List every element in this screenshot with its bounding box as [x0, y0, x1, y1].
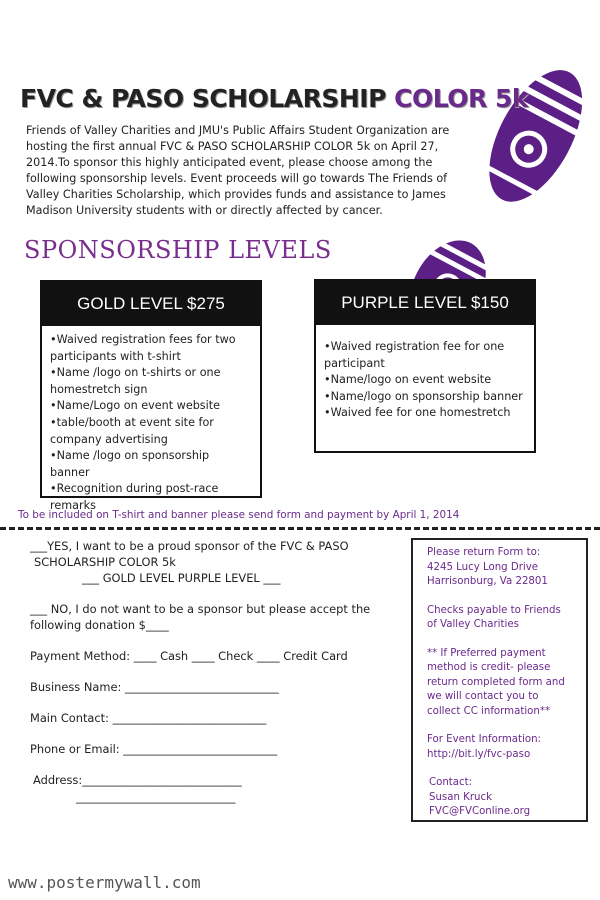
list-item: •Name/logo on event website — [324, 373, 492, 387]
phone-email-field[interactable]: Phone or Email: ___________________________ — [30, 742, 278, 756]
event-link[interactable]: http://bit.ly/fvc-paso — [427, 748, 531, 760]
watermark: www.postermywall.com — [8, 873, 201, 892]
gold-benefits-list — [42, 326, 260, 521]
address-field[interactable]: Address:____________________________ — [33, 773, 242, 787]
page-title — [20, 84, 528, 113]
address-field-line-2[interactable]: ____________________________ — [76, 790, 236, 804]
list-item: •Waived registration fee for one participant — [324, 340, 505, 370]
checks-payable-note: Checks payable to Friends of Valley Charities — [427, 604, 561, 630]
list-item: •Recognition during post-race remarks — [50, 482, 219, 512]
cut-line — [0, 527, 600, 530]
gold-level-title: GOLD LEVEL $275 — [42, 282, 260, 326]
sponsorship-heading: SPONSORSHIP LEVELS — [24, 236, 332, 264]
contact-info: Contact: Susan Kruck FVC@FVConline.org — [429, 777, 531, 817]
purple-benefits-list — [316, 325, 534, 428]
deadline-note: To be included on T-shirt and banner please send form and payment by April 1, 2014 — [18, 509, 460, 521]
purple-level-title: PURPLE LEVEL $150 — [316, 281, 534, 325]
business-name-field[interactable]: Business Name: ___________________________ — [30, 680, 279, 694]
main-contact-field[interactable]: Main Contact: ___________________________ — [30, 711, 267, 725]
no-option-line[interactable]: ___ NO, I do not want to be a sponsor but please accept the — [30, 602, 371, 616]
list-item: •Waived fee for one homestretch — [324, 406, 511, 420]
list-item: •Name/Logo on event website — [50, 399, 221, 413]
return-address: Please return Form to: 4245 Lucy Long Drive Harrisonburg, Va 22801 — [427, 547, 548, 587]
shoe-print-icon — [470, 55, 595, 230]
list-item: •Waived registration fees for two participants with t-shirt — [50, 333, 236, 363]
level-choice-line[interactable]: ___ GOLD LEVEL PURPLE LEVEL ___ — [82, 571, 281, 585]
event-info: For Event Information: http://bit.ly/fvc-paso — [427, 734, 541, 760]
credit-payment-note: ** If Preferred payment method is credit- please return completed form and we will contact you to collect CC information** — [427, 647, 565, 717]
list-item: •Name/logo on sponsorship banner — [324, 389, 523, 403]
list-item: •table/booth at event site for company advertising — [50, 415, 214, 446]
title-accent: COLOR 5k — [394, 84, 529, 113]
yes-option-line-2: SCHOLARSHIP COLOR 5k — [34, 555, 176, 569]
list-item: •Name /logo on sponsorship banner — [50, 449, 210, 479]
title-main: FVC & PASO SCHOLARSHIP — [20, 84, 395, 113]
yes-option-line[interactable]: ___YES, I want to be a proud sponsor of the FVC & PASO — [30, 539, 349, 553]
donation-field[interactable]: following donation $____ — [30, 618, 169, 632]
purple-level-box — [314, 279, 536, 453]
list-item: •Name /logo on t-shirts or one homestretch sign — [50, 366, 221, 396]
intro-paragraph: Friends of Valley Charities and JMU's Public Affairs Student Organization are hosting the first annual FVC & PASO SCHOLARSHIP COLOR 5k on April 27, 2014.To sponsor this highly anticipated event, please choose among the following sponsorship levels. Event proceeds will go towards The Friends of Valley Charities Scholarship, which provides funds and assistance to James Madison University students with or directly affected by cancer. — [26, 124, 450, 217]
payment-method-field[interactable]: Payment Method: ____ Cash ____ Check ____ Credit Card — [30, 649, 348, 663]
contact-email[interactable]: FVC@FVConline.org — [429, 806, 531, 817]
return-info-box — [411, 538, 588, 822]
gold-level-box — [40, 280, 262, 512]
